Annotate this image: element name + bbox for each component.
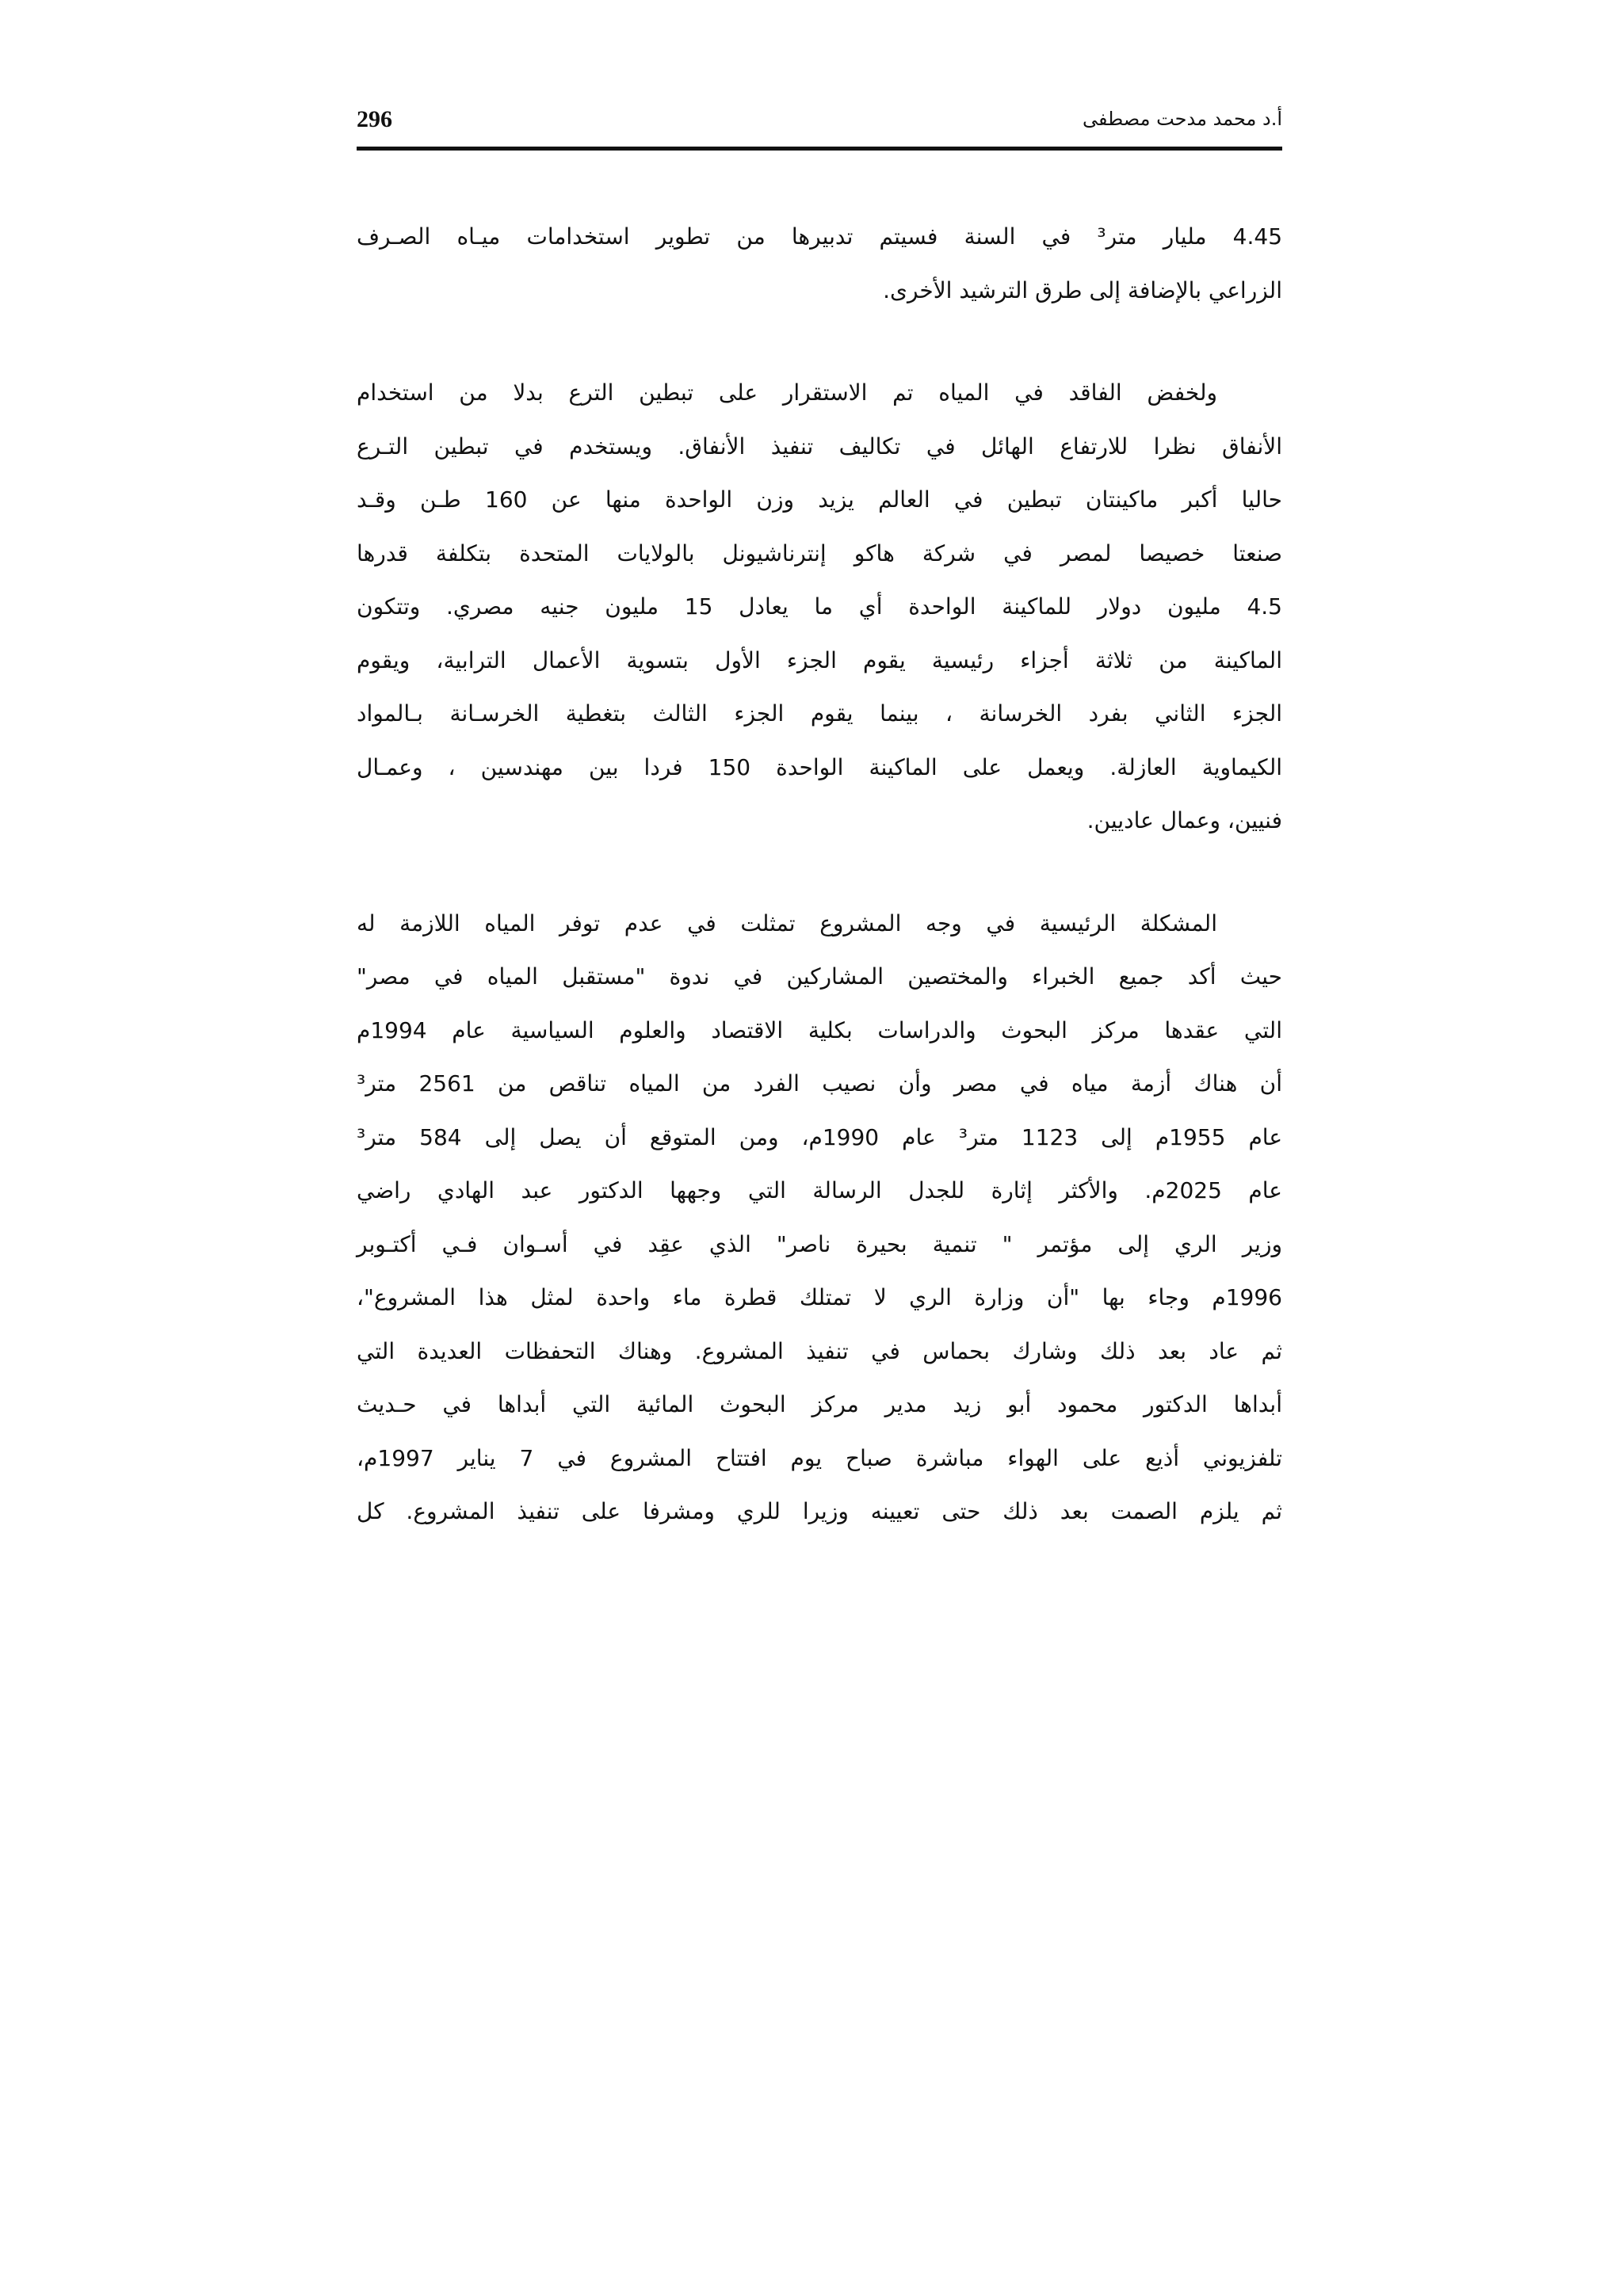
text-line: حاليا أكبر ماكينتان تبطين في العالم يزيد وزن الواحدة منها عن 160 طـن وقـد: [357, 486, 1282, 513]
page-header: [357, 101, 1282, 151]
text-line: الزراعي بالإضافة إلى طرق الترشيد الأخرى.: [883, 277, 1282, 303]
text-line: الجزء الثاني بفرد الخرسانة ، بينما يقوم الجزء الثالث بتغطية الخرسـانة بـالمواد: [357, 700, 1282, 727]
text-line: الأنفاق نظرا للارتفاع الهائل في تكاليف تنفيذ الأنفاق. ويستخدم في تبطين التـرع: [357, 433, 1282, 460]
text-line: 4.5 مليون دولار للماكينة الواحدة أي ما يعادل 15 مليون جنيه مصري. وتتكون: [357, 593, 1282, 620]
running-head: أ.د محمد مدحت مصطفى: [1082, 108, 1282, 130]
text-line: عام 2025م. والأكثر إثارة للجدل الرسالة التي وجهها الدكتور عبد الهادي راضي: [357, 1177, 1282, 1203]
text-line: أن هناك أزمة مياه في مصر وأن نصيب الفرد من المياه تناقص من 2561 متر³: [357, 1070, 1282, 1097]
text-line: 1996م وجاء بها "أن وزارة الري لا تمتلك قطرة ماء واحدة لمثل هذا المشروع"،: [357, 1284, 1282, 1310]
text-line: الماكينة من ثلاثة أجزاء رئيسية يقوم الجزء الأول بتسوية الأعمال الترابية، ويقوم: [357, 646, 1282, 673]
text-line: الكيماوية العازلة. ويعمل على الماكينة الواحدة 150 فردا بين مهندسين ، وعمـال: [357, 753, 1282, 780]
text-line: أبداها الدكتور محمود أبو زيد مدير مركز البحوث المائية التي أبداها في حـديث: [357, 1391, 1282, 1417]
text-line: ثم عاد بعد ذلك وشارك بحماس في تنفيذ المشروع. وهناك التحفظات العديدة التي: [357, 1337, 1282, 1364]
text-line: ولخفض الفاقد في المياه تم الاستقرار على تبطين الترع بدلا من استخدام: [357, 379, 1217, 406]
text-line: فنيين، وعمال عاديين.: [1086, 807, 1282, 833]
text-line: وزير الري إلى مؤتمر " تنمية بحيرة ناصر" الذي عقِد في أسـوان فـي أكتـوبر: [357, 1230, 1282, 1257]
paragraph-3: [357, 897, 1282, 1539]
text-line: المشكلة الرئيسية في وجه المشروع تمثلت في عدم توفر المياه اللازمة له: [357, 910, 1217, 936]
body-text: [357, 210, 1282, 1588]
paragraph-2: [357, 366, 1282, 848]
page-number: 296: [357, 106, 392, 132]
text-line: ثم يلزم الصمت بعد ذلك حتى تعيينه وزيرا للري ومشرفا على تنفيذ المشروع. كل: [357, 1498, 1282, 1524]
text-line: عام 1955م إلى 1123 متر³ عام 1990م، ومن المتوقع أن يصل إلى 584 متر³: [357, 1123, 1283, 1150]
paragraph-1: [357, 210, 1282, 317]
header-rule: [357, 147, 1282, 151]
text-line: حيث أكد جميع الخبراء والمختصين المشاركين في ندوة "مستقبل المياه في مصر": [357, 963, 1282, 990]
text-line: تلفزيوني أذيع على الهواء مباشرة صباح يوم افتتاح المشروع في 7 يناير 1997م،: [357, 1444, 1282, 1471]
text-line: 4.45 مليار متر³ في السنة فسيتم تدبيرها من تطوير استخدامات ميـاه الصـرف: [357, 223, 1283, 250]
text-line: التي عقدها مركز البحوث والدراسات بكلية الاقتصاد والعلوم السياسية عام 1994م: [357, 1016, 1282, 1043]
text-line: صنعتا خصيصا لمصر في شركة هاكو إنترناشيونل بالولايات المتحدة بتكلفة قدرها: [357, 540, 1282, 566]
